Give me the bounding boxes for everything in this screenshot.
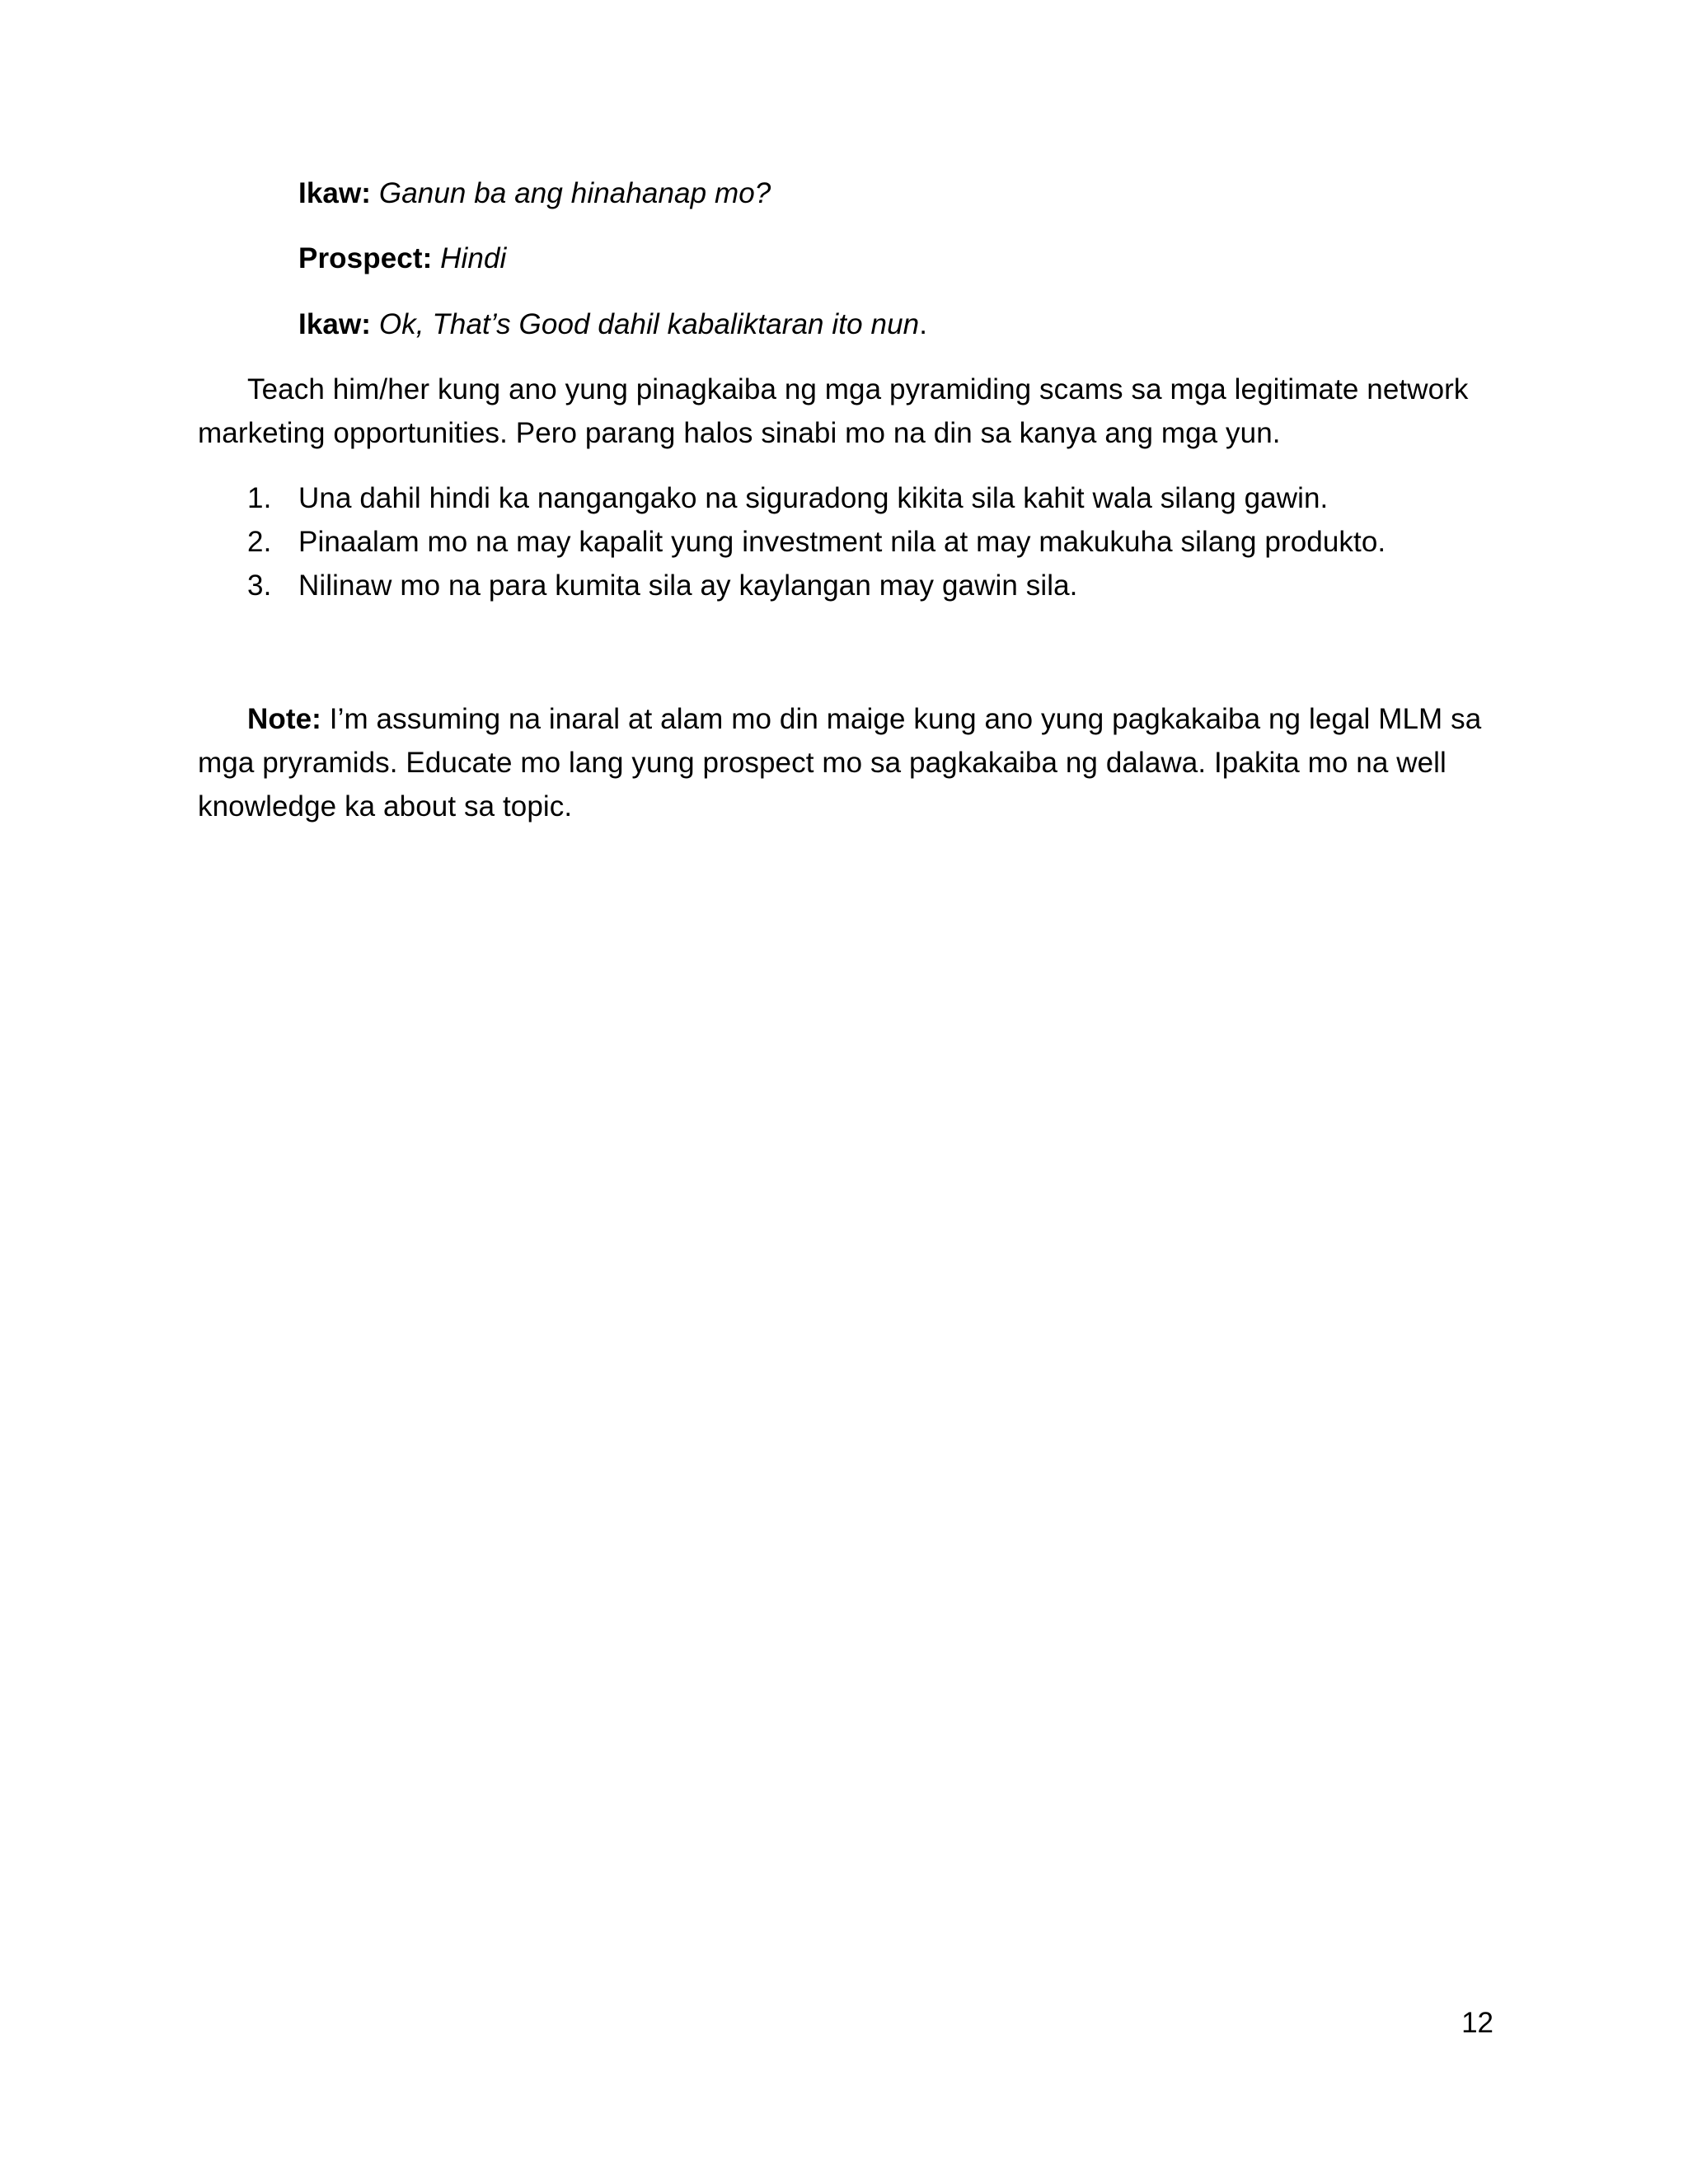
utterance-text: Ok, That’s Good dahil kabaliktaran ito nun xyxy=(378,308,920,340)
speaker-label: Prospect: xyxy=(298,242,433,274)
numbered-list xyxy=(198,476,1484,607)
page-number: 12 xyxy=(1461,2007,1493,2039)
list-item xyxy=(198,476,1484,520)
list-item xyxy=(198,520,1484,564)
speaker-label: Ikaw: xyxy=(298,177,372,209)
utterance-text: Hindi xyxy=(440,242,507,274)
utterance-trailing: . xyxy=(919,308,928,340)
list-item-text: Una dahil hindi ka nangangako na siguradong kikita sila kahit wala silang gawin. xyxy=(298,482,1329,514)
body-paragraph: Teach him/her kung ano yung pinagkaiba ng mga pyramiding scams sa mga legitimate network marketing opportunities. Pero parang halos sinabi mo na din sa kanya ang mga yun. xyxy=(198,373,1469,449)
note-paragraph xyxy=(198,697,1484,828)
list-item-number: 2. xyxy=(247,526,272,558)
utterance-text: Ganun ba ang hinahanap mo? xyxy=(378,177,771,209)
list-item-text: Nilinaw mo na para kumita sila ay kaylangan may gawin sila. xyxy=(298,569,1078,602)
speaker-label: Ikaw: xyxy=(298,308,372,340)
dialogue-line-1 xyxy=(298,171,771,215)
list-item-number: 1. xyxy=(247,482,272,514)
list-item-number: 3. xyxy=(247,569,272,602)
note-label: Note: xyxy=(247,703,321,735)
list-item xyxy=(198,564,1484,607)
list-item-text: Pinaalam mo na may kapalit yung investment nila at may makukuha silang produkto. xyxy=(298,526,1386,558)
note-text: I’m assuming na inaral at alam mo din maige kung ano yung pagkakaiba ng legal MLM sa mga pryramids. Educate mo lang yung prospect mo sa pagkakaiba ng dalawa. Ipakita mo na well knowledge ka about sa topic. xyxy=(198,703,1482,823)
dialogue-line-2 xyxy=(298,237,506,280)
dialogue-line-3 xyxy=(298,302,927,346)
